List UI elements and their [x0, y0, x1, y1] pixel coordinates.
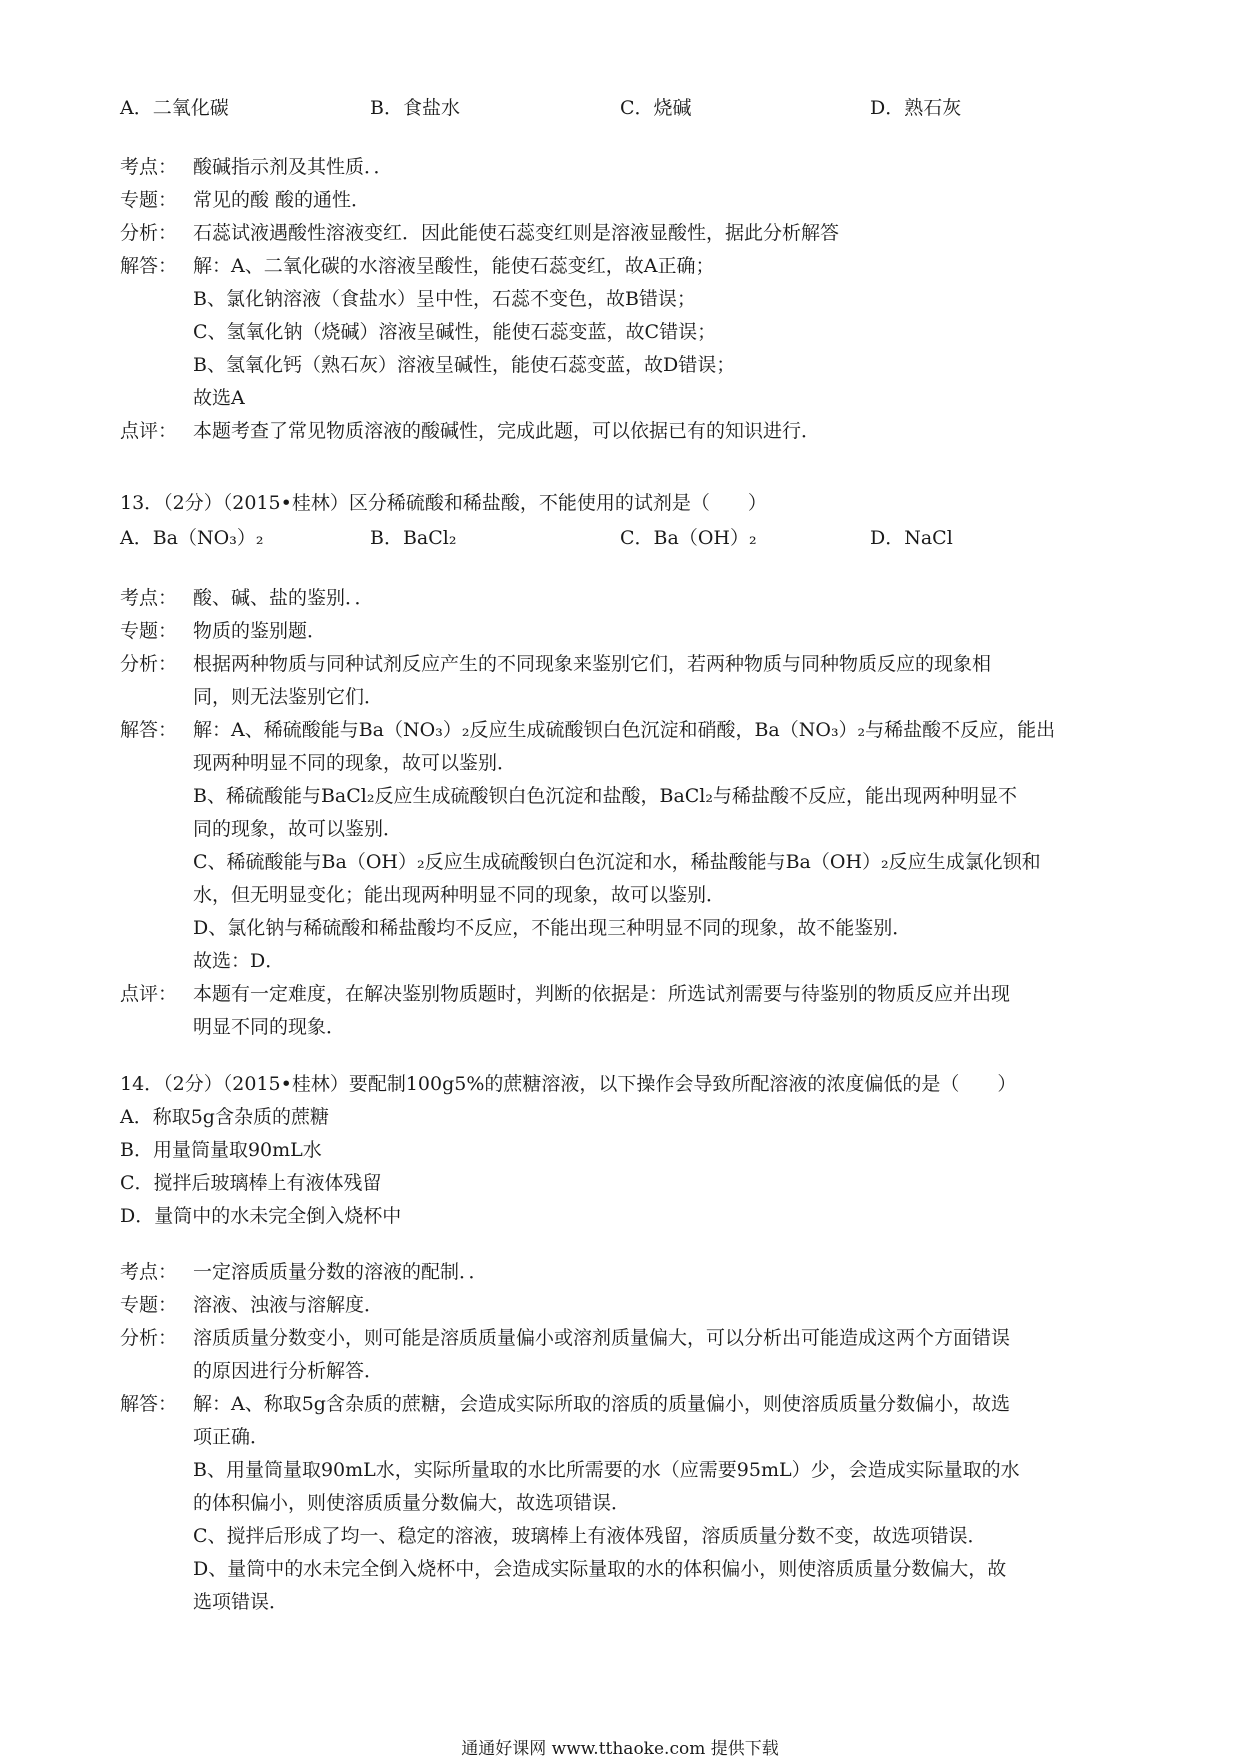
jieda-label: 解答： — [120, 255, 178, 277]
jieda-line: D、量筒中的水未完全倒入烧杯中，会造成实际量取的水的体积偏小，则使溶质质量分数偏大，故 — [193, 1558, 1007, 1580]
jieda-line: C、稀硫酸能与Ba（OH）₂反应生成硫酸钡白色沉淀和水，稀盐酸能与Ba（OH）₂反应生成氯化钡和 — [193, 851, 1041, 873]
jieda-line: 的体积偏小，则使溶质质量分数偏大，故选项错误． — [193, 1492, 631, 1514]
kaodian-label: 考点： — [120, 156, 178, 178]
zhuanti-text: 溶液、浊液与溶解度． — [193, 1294, 384, 1316]
fenxi-label: 分析： — [120, 222, 178, 244]
q14-options — [120, 1101, 401, 1233]
jieda-line: C、氢氧化钠（烧碱）溶液呈碱性，能使石蕊变蓝，故C错误； — [193, 321, 717, 343]
jieda-line: B、用量筒量取90mL水，实际所量取的水比所需要的水（应需要95mL）少，会造成实际量取的水 — [193, 1459, 1020, 1481]
q13-options — [120, 523, 1130, 551]
kaodian-text: 酸碱指示剂及其性质．． — [193, 156, 393, 178]
q13-stem: 13．（2分）（2015•桂林）区分稀硫酸和稀盐酸，不能使用的试剂是（ ） — [120, 492, 767, 514]
q12-options — [120, 93, 1130, 121]
jieda-line: 选项错误． — [193, 1591, 289, 1613]
zhuanti-label: 专题： — [120, 620, 178, 642]
jieda-line: C、搅拌后形成了均一、稳定的溶液，玻璃棒上有液体残留，溶质质量分数不变，故选项错误． — [193, 1525, 987, 1547]
jieda-line: B、稀硫酸能与BaCl₂反应生成硫酸钡白色沉淀和盐酸，BaCl₂与稀盐酸不反应，能出现两种明显不 — [193, 785, 1018, 807]
kaodian-text: 酸、碱、盐的鉴别．． — [193, 587, 374, 609]
q12-jieda — [120, 250, 1130, 415]
q12-kaodian — [120, 151, 1130, 184]
dianping-label: 点评： — [120, 420, 178, 442]
q12-option-c: C．烧碱 — [620, 97, 692, 119]
jieda-line: 解：A、稀硫酸能与Ba（NO₃）₂反应生成硫酸钡白色沉淀和硝酸，Ba（NO₃）₂与稀盐酸不反应，能出 — [193, 719, 1056, 741]
q14-zhuanti — [120, 1289, 1130, 1322]
fenxi-line: 的原因进行分析解答． — [193, 1360, 384, 1382]
jieda-label: 解答： — [120, 1393, 178, 1415]
q12-option-a: A．二氧化碳 — [120, 97, 229, 119]
q13-kaodian — [120, 582, 1130, 615]
q13-zhuanti — [120, 615, 1130, 648]
jieda-line: D、氯化钠与稀硫酸和稀盐酸均不反应，不能出现三种明显不同的现象，故不能鉴别． — [193, 917, 912, 939]
jieda-label: 解答： — [120, 719, 178, 741]
kaodian-label: 考点： — [120, 587, 178, 609]
q13-option-d: D．NaCl — [870, 527, 953, 549]
jieda-line: 现两种明显不同的现象，故可以鉴别． — [193, 752, 517, 774]
zhuanti-text: 常见的酸 酸的通性． — [193, 189, 371, 211]
fenxi-line: 根据两种物质与同种试剂反应产生的不同现象来鉴别它们，若两种物质与同种物质反应的现象相 — [193, 653, 992, 675]
q13-option-a: A．Ba（NO₃）₂ — [120, 527, 264, 549]
dianping-label: 点评： — [120, 983, 178, 1005]
dianping-line: 明显不同的现象． — [193, 1016, 346, 1038]
kaodian-text: 一定溶质质量分数的溶液的配制．． — [193, 1261, 488, 1283]
q12-fenxi — [120, 217, 1130, 250]
zhuanti-text: 物质的鉴别题． — [193, 620, 327, 642]
q14-fenxi — [120, 1322, 1130, 1388]
q12-option-b: B．食盐水 — [370, 97, 460, 119]
jieda-line: B、氯化钠溶液（食盐水）呈中性，石蕊不变色，故B错误； — [193, 288, 696, 310]
jieda-line: B、氢氧化钙（熟石灰）溶液呈碱性，能使石蕊变蓝，故D错误； — [193, 354, 736, 376]
q14-option-c: C．搅拌后玻璃棒上有液体残留 — [120, 1172, 382, 1194]
jieda-line: 同的现象，故可以鉴别． — [193, 818, 403, 840]
dianping-line: 本题有一定难度，在解决鉴别物质题时，判断的依据是：所选试剂需要与待鉴别的物质反应并出现 — [193, 983, 1011, 1005]
kaodian-label: 考点： — [120, 1261, 178, 1283]
jieda-line: 故选：D． — [193, 950, 285, 972]
jieda-line: 解：A、称取5g含杂质的蔗糖，会造成实际所取的溶质的质量偏小，则使溶质质量分数偏小，故选 — [193, 1393, 1010, 1415]
jieda-line: 解：A、二氧化碳的水溶液呈酸性，能使石蕊变红，故A正确； — [193, 255, 715, 277]
fenxi-label: 分析： — [120, 1327, 178, 1349]
q13-dianping — [120, 978, 1130, 1044]
q12-dianping — [120, 415, 1130, 448]
dianping-text: 本题考查了常见物质溶液的酸碱性，完成此题，可以依据已有的知识进行． — [193, 420, 821, 442]
q13-fenxi — [120, 648, 1130, 714]
zhuanti-label: 专题： — [120, 189, 178, 211]
jieda-line: 水，但无明显变化；能出现两种明显不同的现象，故可以鉴别． — [193, 884, 726, 906]
q14-option-b: B．用量筒量取90mL水 — [120, 1139, 322, 1161]
zhuanti-label: 专题： — [120, 1294, 178, 1316]
q14-option-a: A．称取5g含杂质的蔗糖 — [120, 1106, 329, 1128]
q14-analysis — [120, 1256, 1130, 1619]
q13-jieda — [120, 714, 1130, 978]
fenxi-line: 同，则无法鉴别它们． — [193, 686, 384, 708]
q12-analysis — [120, 151, 1130, 448]
jieda-line: 项正确． — [193, 1426, 270, 1448]
q13-analysis — [120, 582, 1130, 1044]
q14-jieda — [120, 1388, 1130, 1619]
fenxi-line: 溶质质量分数变小，则可能是溶质质量偏小或溶剂质量偏大，可以分析出可能造成这两个方面错误 — [193, 1327, 1011, 1349]
fenxi-label: 分析： — [120, 653, 178, 675]
q14-stem: 14．（2分）（2015•桂林）要配制100g5%的蔗糖溶液，以下操作会导致所配溶液的浓度偏低的是（ ） — [120, 1073, 1017, 1095]
q12-zhuanti — [120, 184, 1130, 217]
q13-option-c: C．Ba（OH）₂ — [620, 527, 757, 549]
page-footer: 通通好课网 www.tthaoke.com 提供下载 — [461, 1739, 779, 1759]
q12-option-d: D．熟石灰 — [870, 97, 962, 119]
jieda-line: 故选A — [193, 387, 245, 409]
fenxi-text: 石蕊试液遇酸性溶液变红．因此能使石蕊变红则是溶液显酸性，据此分析解答 — [193, 222, 840, 244]
q13-option-b: B．BaCl₂ — [370, 527, 457, 549]
q14-kaodian — [120, 1256, 1130, 1289]
q14-option-d: D．量筒中的水未完全倒入烧杯中 — [120, 1205, 402, 1227]
